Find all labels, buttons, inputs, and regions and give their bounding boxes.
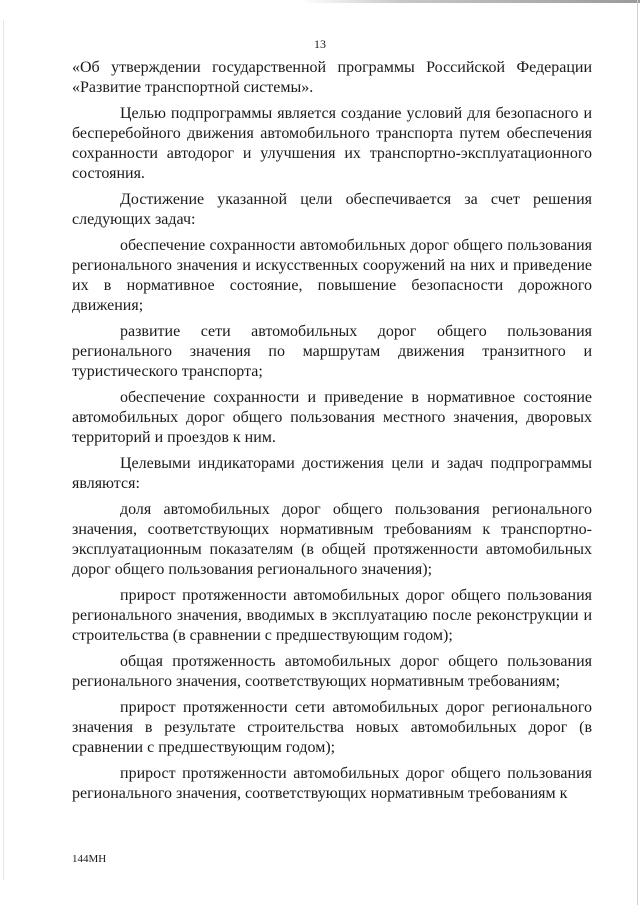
paragraph-indicators-intro: Целевыми индикаторами достижения цели и задач подпрограммы являются:: [72, 455, 592, 492]
page-number: 13: [314, 37, 326, 51]
paragraph-goal: Целью подпрограммы является создание условий для безопасного и бесперебойного движения автомобильного транспорта путем обеспечения сохранности автодорог и улучшения их транспортно-эксплуатационного состояния.: [72, 105, 592, 182]
paragraph-tasks-intro: Достижение указанной цели обеспечивается за счет решения следующих задач:: [72, 191, 592, 228]
scan-edge-left: [3, 20, 4, 880]
footer-code: 144МН: [72, 853, 107, 865]
paragraph-task-1: обеспечение сохранности автомобильных дорог общего пользования регионального значения и искусственных сооружений на них и приведение их в нормативное состояние, повышение безопасности дорожного движения;: [72, 237, 592, 314]
document-body: [72, 58, 592, 810]
paragraph-indicator-4: прирост протяженности сети автомобильных дорог регионального значения в результате строительства новых автомобильных дорог (в сравнении с предшествующим годом);: [72, 699, 592, 756]
paragraph-indicator-5: прирост протяженности автомобильных дорог общего пользования регионального значения, соответствующих нормативным требованиям к: [72, 765, 592, 802]
paragraph-indicator-1: доля автомобильных дорог общего пользования регионального значения, соответствующих нормативным требованиям к транспортно-эксплуатационным показателям (в общей протяженности автомобильных дорог общего пользования регионального значения);: [72, 501, 592, 578]
paragraph-task-3: обеспечение сохранности и приведение в нормативное состояние автомобильных дорог общего пользования местного значения, дворовых территорий и проездов к ним.: [72, 389, 592, 446]
paragraph-task-2: развитие сети автомобильных дорог общего пользования регионального значения по маршрутам движения транзитного и туристического транспорта;: [72, 323, 592, 380]
scan-edge-right: [637, 0, 638, 905]
paragraph-decree-title: «Об утверждении государственной программы Российской Федерации «Развитие транспортной системы».: [72, 59, 592, 96]
paragraph-indicator-3: общая протяженность автомобильных дорог общего пользования регионального значения, соответствующих нормативным требованиям;: [72, 653, 592, 690]
paragraph-indicator-2: прирост протяженности автомобильных дорог общего пользования регионального значения, вводимых в эксплуатацию после реконструкции и строительства (в сравнении с предшествующим годом);: [72, 587, 592, 644]
scan-edge-top: [300, 0, 640, 3]
